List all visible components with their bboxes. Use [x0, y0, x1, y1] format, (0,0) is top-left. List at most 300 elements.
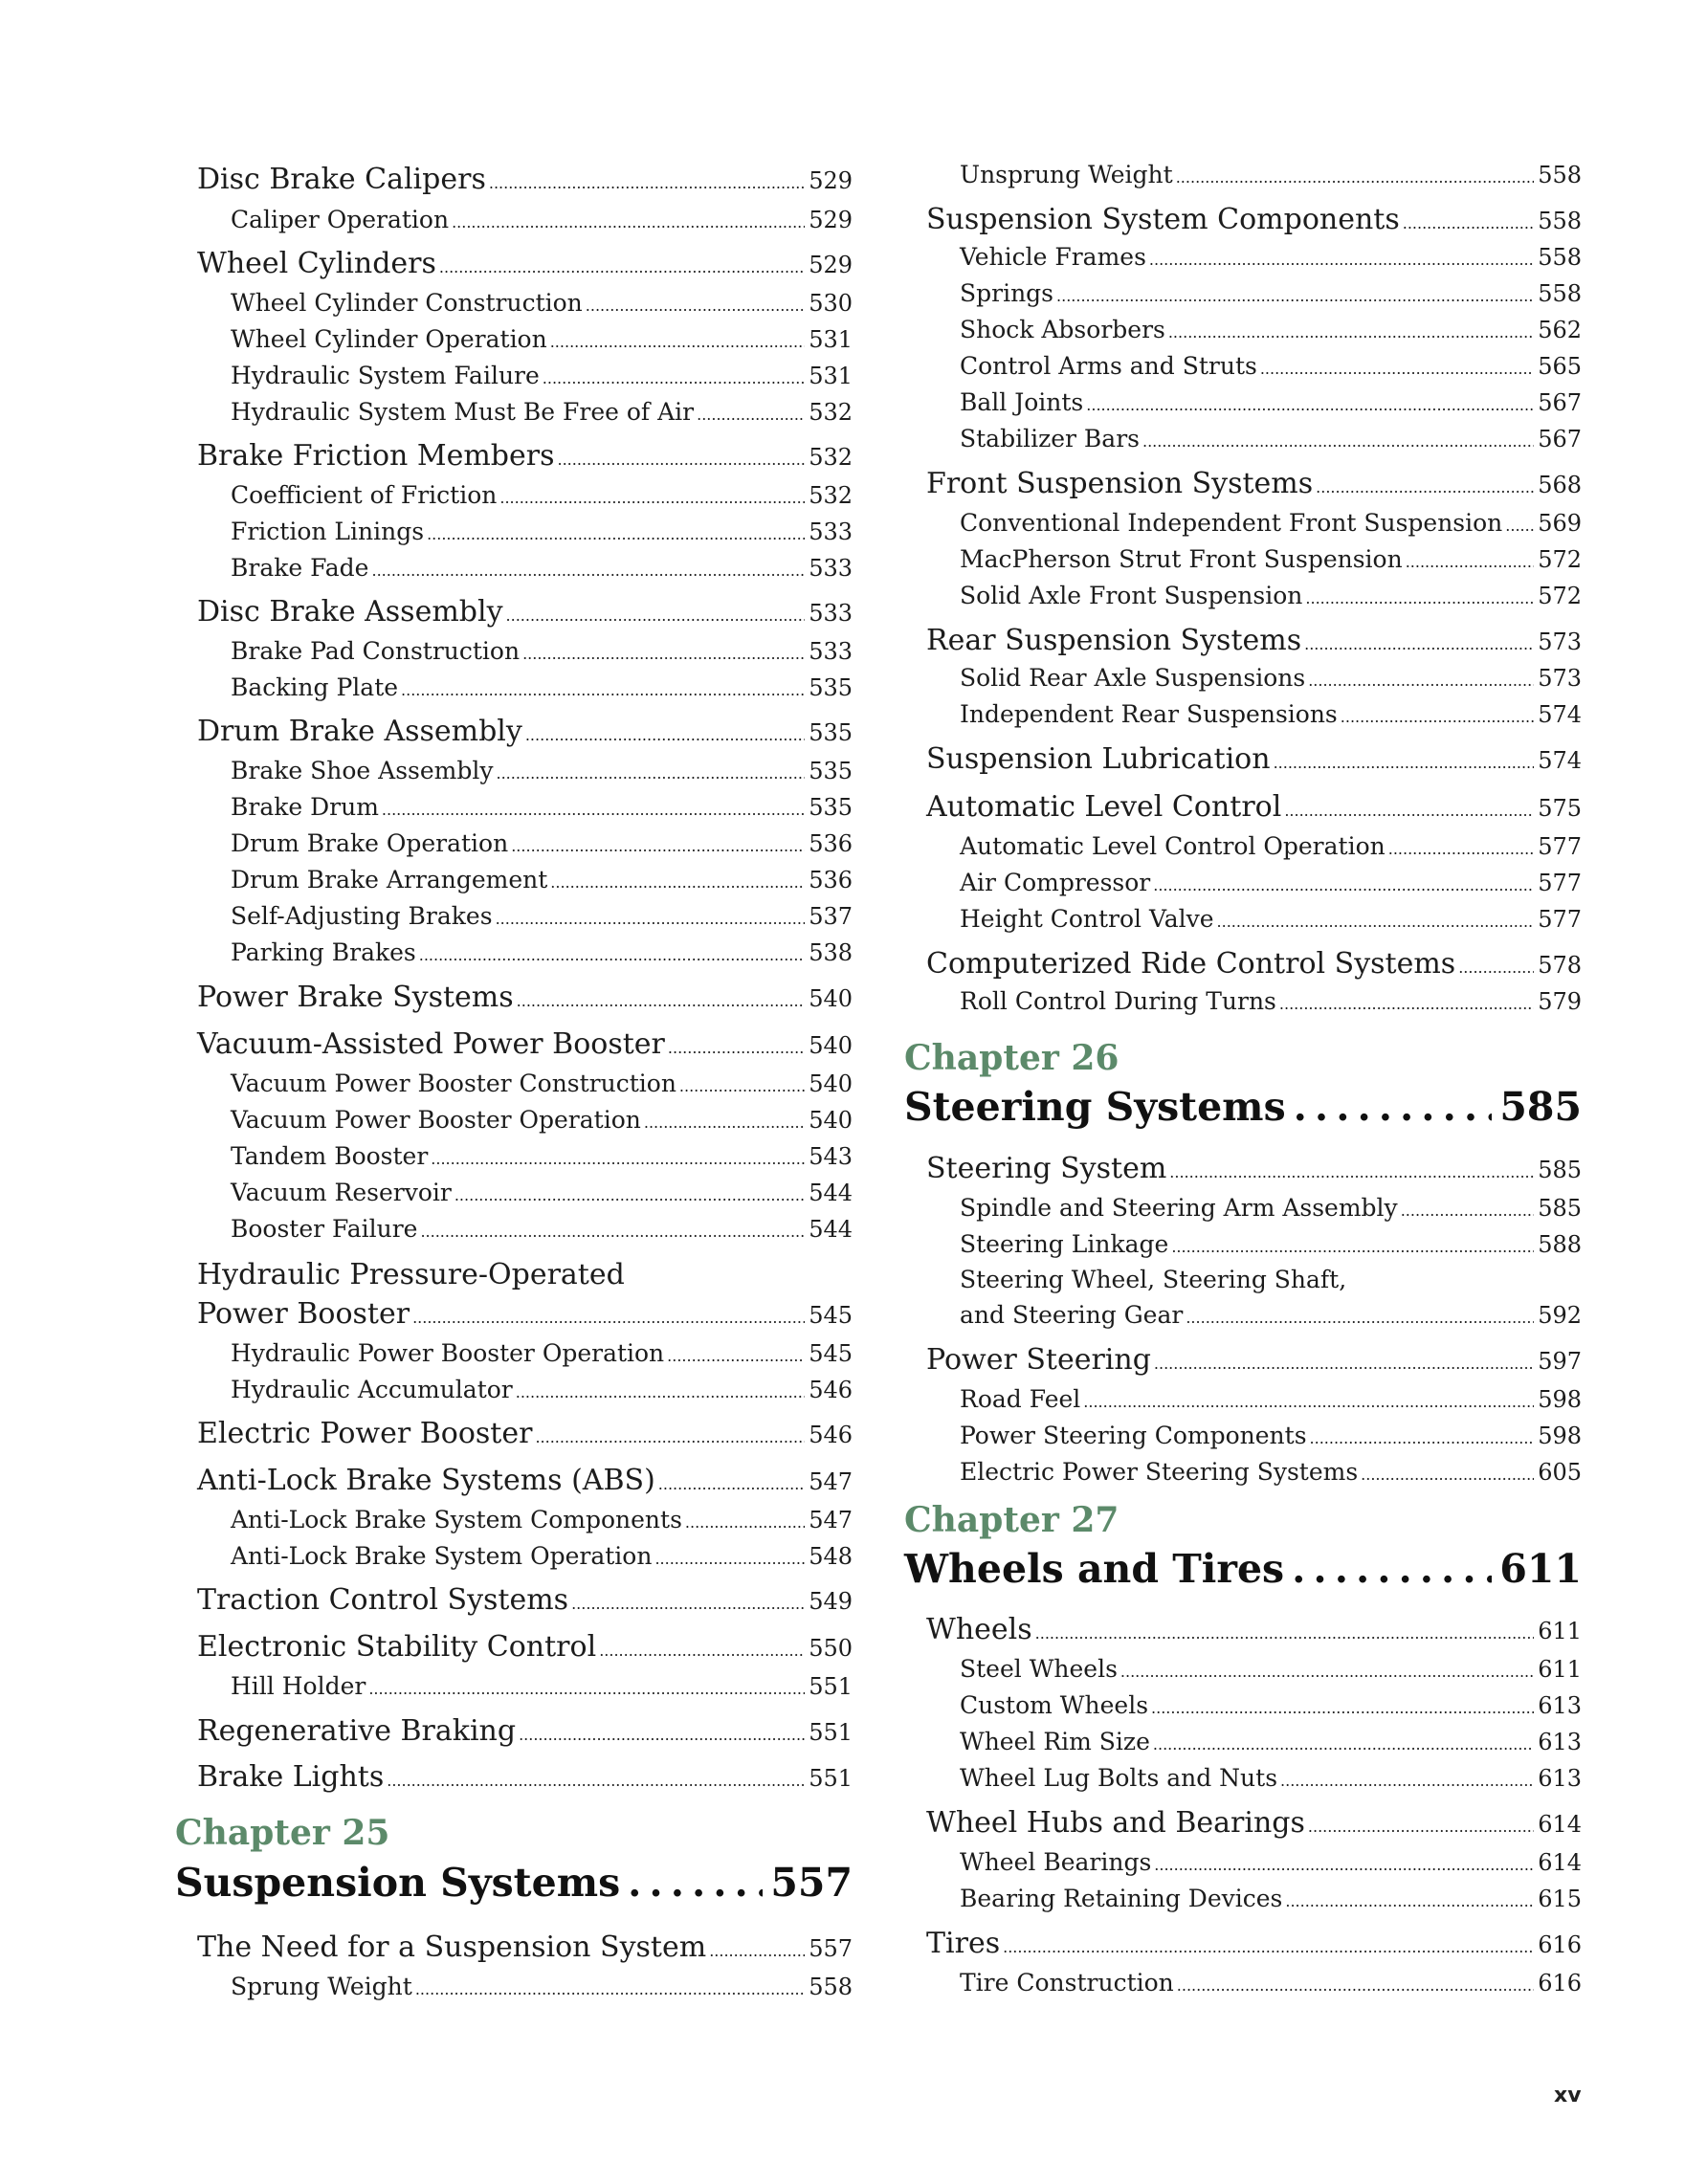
- toc-entry-subsection: [960, 664, 1582, 692]
- toc-entry-title: Power Brake Systems: [197, 981, 514, 1014]
- toc-entry-page: 562: [1538, 317, 1582, 343]
- toc-entry-title: Regenerative Braking: [197, 1714, 517, 1748]
- toc-entry-section: [197, 1417, 853, 1450]
- leader-dots: [1151, 1699, 1534, 1717]
- toc-entry-title: Custom Wheels: [960, 1691, 1149, 1719]
- leader-dots: [697, 406, 805, 424]
- chapter-25-title: Suspension Systems: [175, 1860, 621, 1906]
- toc-entry-title: Automatic Level Control: [926, 790, 1282, 824]
- toc-entry-title: Hydraulic Power Booster Operation: [231, 1339, 665, 1367]
- toc-entry-page: 533: [809, 555, 853, 582]
- toc-entry-title: Wheel Rim Size: [960, 1728, 1150, 1755]
- leader-dots: [1361, 1466, 1534, 1484]
- toc-entry-title: Brake Fade: [231, 554, 369, 582]
- chapter-27-label: Chapter 27: [904, 1500, 1120, 1540]
- toc-entry-title: Ball Joints: [960, 388, 1084, 416]
- toc-entry-page: 558: [1538, 280, 1582, 307]
- leader-dots: [525, 726, 805, 744]
- toc-entry-page: 544: [809, 1216, 853, 1243]
- leader-dots: [382, 801, 805, 819]
- toc-entry-page: 537: [809, 903, 853, 930]
- toc-entry-title: Hydraulic System Failure: [231, 362, 540, 389]
- leader-dots: [1388, 840, 1534, 858]
- leader-dots: [1171, 1238, 1534, 1256]
- toc-entry-page: 558: [1538, 208, 1582, 234]
- toc-entry-section: [197, 1760, 853, 1794]
- toc-entry-section: [926, 1806, 1582, 1840]
- leader-dots: [586, 297, 805, 315]
- toc-entry-page: 558: [1538, 244, 1582, 271]
- leader-dots: [543, 369, 805, 387]
- toc-entry-title: and Steering Gear: [960, 1301, 1184, 1329]
- leader-dots: [1308, 1818, 1534, 1836]
- toc-entry-page: 598: [1538, 1423, 1582, 1449]
- toc-entry-title: Power Steering: [926, 1343, 1151, 1377]
- toc-entry-subsection: [231, 793, 853, 821]
- toc-entry-page: 536: [809, 867, 853, 893]
- toc-entry-subsection: [960, 700, 1582, 728]
- leader-dots: [1176, 168, 1534, 187]
- toc-entry-subsection: [231, 1973, 853, 2000]
- leader-dots: [1153, 1735, 1534, 1754]
- leader-dots: [1153, 876, 1534, 894]
- leader-dots: [667, 1347, 805, 1365]
- toc-entry-page: 579: [1538, 988, 1582, 1015]
- toc-entry-page: 535: [809, 794, 853, 821]
- toc-entry-subsection: [231, 938, 853, 966]
- leader-dots: [628, 1860, 763, 1906]
- toc-entry-title: Booster Failure: [231, 1215, 418, 1243]
- toc-entry-title: Hydraulic System Must Be Free of Air: [231, 398, 695, 426]
- toc-entry-page: 597: [1538, 1348, 1582, 1375]
- toc-entry-title: Vacuum Reservoir: [231, 1179, 452, 1206]
- leader-dots: [1083, 1393, 1534, 1411]
- leader-dots: [1120, 1663, 1534, 1681]
- chapter-26-title: Steering Systems: [904, 1084, 1286, 1130]
- toc-entry-page: 558: [1538, 162, 1582, 188]
- toc-entry-title: Vehicle Frames: [960, 243, 1146, 271]
- toc-entry-title: Steering System: [926, 1152, 1167, 1185]
- toc-entry-title: Wheel Cylinder Construction: [231, 289, 583, 317]
- leader-dots: [1305, 589, 1534, 607]
- toc-entry-page: 543: [809, 1143, 853, 1170]
- leader-dots: [420, 1223, 805, 1241]
- toc-entry-subsection: [231, 518, 853, 545]
- toc-entry-subsection: [231, 1672, 853, 1700]
- leader-dots: [401, 681, 805, 699]
- toc-entry-section: [926, 467, 1582, 500]
- leader-dots: [1316, 478, 1534, 496]
- toc-entry-page: 573: [1538, 629, 1582, 655]
- toc-entry-section: [926, 1343, 1582, 1377]
- toc-entry-subsection: [960, 1969, 1582, 1996]
- leader-dots: [371, 562, 805, 580]
- toc-entry-title: Steering Wheel, Steering Shaft,: [960, 1266, 1347, 1293]
- toc-entry-section: [197, 247, 853, 280]
- toc-entry-subsection: [231, 1106, 853, 1134]
- chapter-26-title-row: [904, 1084, 1582, 1130]
- toc-entry-page: 572: [1538, 583, 1582, 609]
- leader-dots: [1217, 913, 1535, 931]
- toc-entry-title: Suspension Lubrication: [926, 742, 1271, 776]
- leader-dots: [1003, 1938, 1534, 1956]
- leader-dots: [1035, 1624, 1535, 1643]
- toc-entry-subsection: [231, 1070, 853, 1097]
- leader-dots: [499, 489, 805, 507]
- toc-entry-page: 616: [1538, 1931, 1582, 1958]
- leader-dots: [427, 525, 805, 543]
- toc-entry-title: Coefficient of Friction: [231, 481, 498, 509]
- toc-entry-page: 615: [1538, 1886, 1582, 1912]
- toc-entry-title: Disc Brake Assembly: [197, 595, 503, 629]
- toc-entry-subsection: [231, 1542, 853, 1570]
- toc-entry-section: [197, 1464, 853, 1497]
- leader-dots: [387, 1772, 805, 1790]
- toc-entry-page: 547: [809, 1468, 853, 1495]
- toc-entry-subsection: [231, 637, 853, 665]
- toc-entry-section: [926, 1927, 1582, 1960]
- toc-entry-title: Power Booster: [197, 1297, 410, 1331]
- leader-dots: [415, 1980, 805, 1998]
- toc-entry-page: 567: [1538, 389, 1582, 416]
- toc-entry-page: 532: [809, 482, 853, 509]
- toc-entry-title: Brake Shoe Assembly: [231, 757, 494, 784]
- toc-entry-page: 536: [809, 830, 853, 857]
- toc-entry-section: [197, 1027, 853, 1061]
- leader-dots: [419, 946, 805, 964]
- leader-dots: [1406, 553, 1534, 571]
- toc-entry-page: 529: [809, 207, 853, 233]
- toc-entry-subsection: [231, 866, 853, 893]
- toc-entry-subsection: [960, 161, 1582, 188]
- toc-entry-title: Tires: [926, 1927, 1001, 1960]
- leader-dots: [517, 992, 806, 1010]
- toc-entry-subsection: [231, 757, 853, 784]
- chapter-27-title: Wheels and Tires: [904, 1546, 1285, 1592]
- chapter-25-title-row: [175, 1860, 853, 1906]
- toc-entry-title: Suspension System Components: [926, 203, 1400, 236]
- toc-entry-subsection: [960, 1691, 1582, 1719]
- toc-entry-title: Electric Power Booster: [197, 1417, 533, 1450]
- toc-entry-page: 545: [809, 1340, 853, 1367]
- leader-dots: [522, 645, 805, 663]
- toc-entry-page: 533: [809, 518, 853, 545]
- toc-entry-title: Vacuum-Assisted Power Booster: [197, 1027, 665, 1061]
- toc-entry-title: Hydraulic Accumulator: [231, 1376, 513, 1403]
- toc-entry-section: [197, 1258, 853, 1291]
- toc-entry-page: 551: [809, 1765, 853, 1792]
- toc-entry-subsection: [960, 1194, 1582, 1222]
- toc-entry-page: 613: [1538, 1692, 1582, 1719]
- toc-entry-page: 585: [1538, 1195, 1582, 1222]
- toc-entry-section: [197, 1630, 853, 1664]
- leader-dots: [1168, 323, 1534, 342]
- toc-entry-subsection: [231, 1339, 853, 1367]
- toc-entry-section: [197, 1297, 853, 1331]
- toc-entry-page: 535: [809, 674, 853, 701]
- toc-entry-page: 540: [809, 1032, 853, 1059]
- toc-entry-page: 616: [1538, 1970, 1582, 1996]
- toc-entry-title: Unsprung Weight: [960, 161, 1173, 188]
- leader-dots: [1285, 1892, 1534, 1910]
- toc-entry-page: 567: [1538, 426, 1582, 452]
- leader-dots: [658, 1475, 805, 1493]
- toc-entry-title: Independent Rear Suspensions: [960, 700, 1338, 728]
- leader-dots: [1284, 802, 1534, 820]
- leader-dots: [506, 607, 806, 625]
- toc-entry-title: Solid Rear Axle Suspensions: [960, 664, 1306, 692]
- chapter-27-page: 611: [1499, 1546, 1582, 1592]
- toc-entry-title: Anti-Lock Brake System Components: [231, 1506, 682, 1533]
- toc-entry-title: Wheel Bearings: [960, 1848, 1152, 1876]
- toc-entry-page: 574: [1538, 701, 1582, 728]
- toc-entry-subsection: [960, 1764, 1582, 1792]
- leader-dots: [1294, 1084, 1493, 1130]
- toc-entry-title: Steel Wheels: [960, 1655, 1118, 1683]
- toc-entry-subsection: [960, 545, 1582, 573]
- toc-entry-subsection: [231, 1179, 853, 1206]
- toc-entry-page: 529: [809, 252, 853, 278]
- toc-entry-title: Drum Brake Operation: [231, 829, 509, 857]
- toc-entry-page: 551: [809, 1719, 853, 1746]
- toc-entry-title: Spindle and Steering Arm Assembly: [960, 1194, 1398, 1222]
- leader-dots: [1086, 396, 1534, 414]
- toc-entry-subsection: [231, 902, 853, 930]
- leader-dots: [1149, 251, 1534, 269]
- toc-entry-subsection: [960, 1266, 1582, 1293]
- toc-entry-title: Stabilizer Bars: [960, 425, 1140, 452]
- toc-entry-page: 535: [809, 758, 853, 784]
- toc-entry-title: Power Steering Components: [960, 1422, 1307, 1449]
- toc-entry-section: [926, 624, 1582, 657]
- leader-dots: [679, 1077, 805, 1095]
- toc-entry-title: Caliper Operation: [231, 206, 450, 233]
- toc-entry-subsection: [960, 352, 1582, 380]
- toc-entry-title: The Need for a Suspension System: [197, 1930, 707, 1964]
- toc-entry-section: [926, 1152, 1582, 1185]
- chapter-26-label: Chapter 26: [904, 1038, 1120, 1078]
- leader-dots: [1279, 995, 1534, 1013]
- toc-entry-subsection: [960, 1301, 1582, 1329]
- leader-dots: [557, 451, 805, 469]
- leader-dots: [496, 764, 805, 783]
- leader-dots: [1308, 672, 1534, 690]
- toc-entry-subsection: [960, 425, 1582, 452]
- leader-dots: [654, 1550, 805, 1568]
- toc-entry-title: Solid Axle Front Suspension: [960, 582, 1303, 609]
- leader-dots: [1186, 1309, 1534, 1327]
- toc-entry-title: Disc Brake Calipers: [197, 163, 486, 196]
- toc-entry-title: Shock Absorbers: [960, 316, 1165, 343]
- toc-entry-page: 588: [1538, 1231, 1582, 1258]
- toc-entry-title: Height Control Valve: [960, 905, 1214, 933]
- toc-entry-page: 565: [1538, 353, 1582, 380]
- toc-entry-page: 569: [1538, 510, 1582, 537]
- leader-dots: [496, 910, 806, 928]
- leader-dots: [1292, 1546, 1492, 1592]
- toc-entry-title: Vacuum Power Booster Construction: [231, 1070, 676, 1097]
- toc-entry-title: Sprung Weight: [231, 1973, 412, 2000]
- toc-entry-subsection: [231, 1215, 853, 1243]
- toc-entry-subsection: [960, 1885, 1582, 1912]
- toc-entry-page: 573: [1538, 665, 1582, 692]
- toc-entry-page: 545: [809, 1302, 853, 1329]
- leader-dots: [644, 1114, 805, 1132]
- toc-entry-subsection: [960, 316, 1582, 343]
- leader-dots: [412, 1309, 805, 1327]
- toc-entry-title: Electric Power Steering Systems: [960, 1458, 1359, 1486]
- toc-entry-title: Wheel Cylinders: [197, 247, 436, 280]
- leader-dots: [489, 174, 805, 192]
- toc-entry-page: 549: [809, 1588, 853, 1615]
- toc-entry-page: 532: [809, 399, 853, 426]
- toc-entry-title: Backing Plate: [231, 673, 399, 701]
- toc-entry-section: [197, 1930, 853, 1964]
- toc-entry-page: 574: [1538, 747, 1582, 774]
- toc-entry-title: Parking Brakes: [231, 938, 416, 966]
- toc-entry-title: Air Compressor: [960, 869, 1151, 896]
- leader-dots: [439, 258, 805, 276]
- toc-entry-subsection: [231, 829, 853, 857]
- toc-entry-title: Wheel Hubs and Bearings: [926, 1806, 1305, 1840]
- toc-entry-section: [926, 1613, 1582, 1646]
- toc-entry-page: 611: [1538, 1656, 1582, 1683]
- toc-entry-section: [197, 163, 853, 196]
- toc-entry-subsection: [231, 1142, 853, 1170]
- toc-entry-page: 535: [809, 719, 853, 746]
- toc-entry-title: Brake Pad Construction: [231, 637, 521, 665]
- toc-entry-title: Brake Lights: [197, 1760, 385, 1794]
- toc-entry-subsection: [960, 1848, 1582, 1876]
- toc-entry-page: 585: [1538, 1157, 1582, 1183]
- leader-dots: [431, 1150, 805, 1168]
- toc-entry-title: Anti-Lock Brake System Operation: [231, 1542, 653, 1570]
- toc-entry-subsection: [960, 1728, 1582, 1755]
- toc-entry-subsection: [960, 1458, 1582, 1486]
- toc-entry-subsection: [231, 554, 853, 582]
- toc-entry-subsection: [231, 362, 853, 389]
- leader-dots: [709, 1942, 805, 1960]
- toc-entry-subsection: [231, 1506, 853, 1533]
- toc-entry-page: 613: [1538, 1729, 1582, 1755]
- toc-entry-subsection: [231, 398, 853, 426]
- toc-entry-subsection: [231, 325, 853, 353]
- toc-entry-subsection: [960, 832, 1582, 860]
- leader-dots: [599, 1642, 805, 1660]
- leader-dots: [1458, 959, 1534, 977]
- toc-entry-title: Drum Brake Assembly: [197, 715, 522, 748]
- leader-dots: [1341, 708, 1534, 726]
- toc-entry-title: Automatic Level Control Operation: [960, 832, 1386, 860]
- toc-entry-page: 557: [809, 1935, 853, 1962]
- toc-entry-page: 614: [1538, 1849, 1582, 1876]
- chapter-26-page: 585: [1499, 1084, 1582, 1130]
- leader-dots: [668, 1039, 805, 1057]
- toc-entry-subsection: [960, 509, 1582, 537]
- toc-entry-title: Drum Brake Arrangement: [231, 866, 548, 893]
- toc-entry-title: Wheels: [926, 1613, 1032, 1646]
- toc-entry-page: 550: [809, 1635, 853, 1662]
- toc-entry-page: 532: [809, 444, 853, 471]
- toc-entry-page: 530: [809, 290, 853, 317]
- toc-entry-section: [926, 742, 1582, 776]
- leader-dots: [535, 1428, 805, 1446]
- chapter-27-title-row: [904, 1546, 1582, 1592]
- toc-entry-title: Control Arms and Struts: [960, 352, 1257, 380]
- leader-dots: [685, 1513, 805, 1532]
- toc-entry-page: 529: [809, 167, 853, 194]
- toc-entry-title: Front Suspension Systems: [926, 467, 1314, 500]
- toc-entry-subsection: [960, 1385, 1582, 1413]
- toc-entry-section: [926, 790, 1582, 824]
- toc-entry-title: Steering Linkage: [960, 1230, 1169, 1258]
- leader-dots: [454, 1186, 805, 1204]
- toc-entry-title: Tandem Booster: [231, 1142, 429, 1170]
- toc-entry-subsection: [960, 869, 1582, 896]
- toc-entry-title: Friction Linings: [231, 518, 425, 545]
- leader-dots: [1280, 1772, 1534, 1790]
- toc-entry-title: Hydraulic Pressure-Operated: [197, 1258, 625, 1291]
- toc-entry-page: 611: [1538, 1618, 1582, 1644]
- toc-entry-page: 540: [809, 985, 853, 1012]
- toc-entry-title: MacPherson Strut Front Suspension: [960, 545, 1403, 573]
- toc-entry-subsection: [960, 987, 1582, 1015]
- toc-entry-page: 572: [1538, 546, 1582, 573]
- leader-dots: [511, 837, 805, 855]
- toc-entry-subsection: [960, 1230, 1582, 1258]
- leader-dots: [550, 333, 805, 351]
- leader-dots: [1274, 754, 1535, 772]
- leader-dots: [1177, 1976, 1534, 1995]
- toc-entry-subsection: [960, 388, 1582, 416]
- toc-entry-subsection: [231, 481, 853, 509]
- toc-entry-title: Roll Control During Turns: [960, 987, 1276, 1015]
- leader-dots: [519, 1726, 805, 1744]
- toc-entry-title: Vacuum Power Booster Operation: [231, 1106, 641, 1134]
- toc-entry-title: Springs: [960, 279, 1054, 307]
- toc-entry-subsection: [960, 1422, 1582, 1449]
- toc-entry-subsection: [231, 206, 853, 233]
- toc-entry-title: Wheel Lug Bolts and Nuts: [960, 1764, 1278, 1792]
- toc-entry-subsection: [960, 279, 1582, 307]
- toc-entry-page: 531: [809, 326, 853, 353]
- toc-entry-page: 568: [1538, 472, 1582, 498]
- leader-dots: [1056, 287, 1534, 305]
- toc-entry-page: 558: [809, 1974, 853, 2000]
- toc-entry-page: 533: [809, 638, 853, 665]
- leader-dots: [1401, 1202, 1535, 1220]
- leader-dots: [550, 873, 805, 892]
- toc-entry-title: Electronic Stability Control: [197, 1630, 597, 1664]
- toc-entry-title: Traction Control Systems: [197, 1583, 569, 1617]
- toc-entry-subsection: [231, 673, 853, 701]
- toc-entry-section: [197, 439, 853, 473]
- toc-entry-page: 540: [809, 1070, 853, 1097]
- toc-entry-page: 578: [1538, 952, 1582, 979]
- toc-entry-page: 544: [809, 1180, 853, 1206]
- toc-entry-title: Brake Drum: [231, 793, 379, 821]
- leader-dots: [1505, 517, 1534, 535]
- toc-entry-title: Road Feel: [960, 1385, 1081, 1413]
- toc-entry-page: 577: [1538, 870, 1582, 896]
- toc-entry-subsection: [960, 1655, 1582, 1683]
- toc-entry-page: 577: [1538, 906, 1582, 933]
- leader-dots: [1403, 214, 1534, 232]
- toc-entry-page: 605: [1538, 1459, 1582, 1486]
- leader-dots: [516, 1383, 805, 1401]
- toc-entry-title: Tire Construction: [960, 1969, 1174, 1996]
- toc-entry-page: 546: [809, 1377, 853, 1403]
